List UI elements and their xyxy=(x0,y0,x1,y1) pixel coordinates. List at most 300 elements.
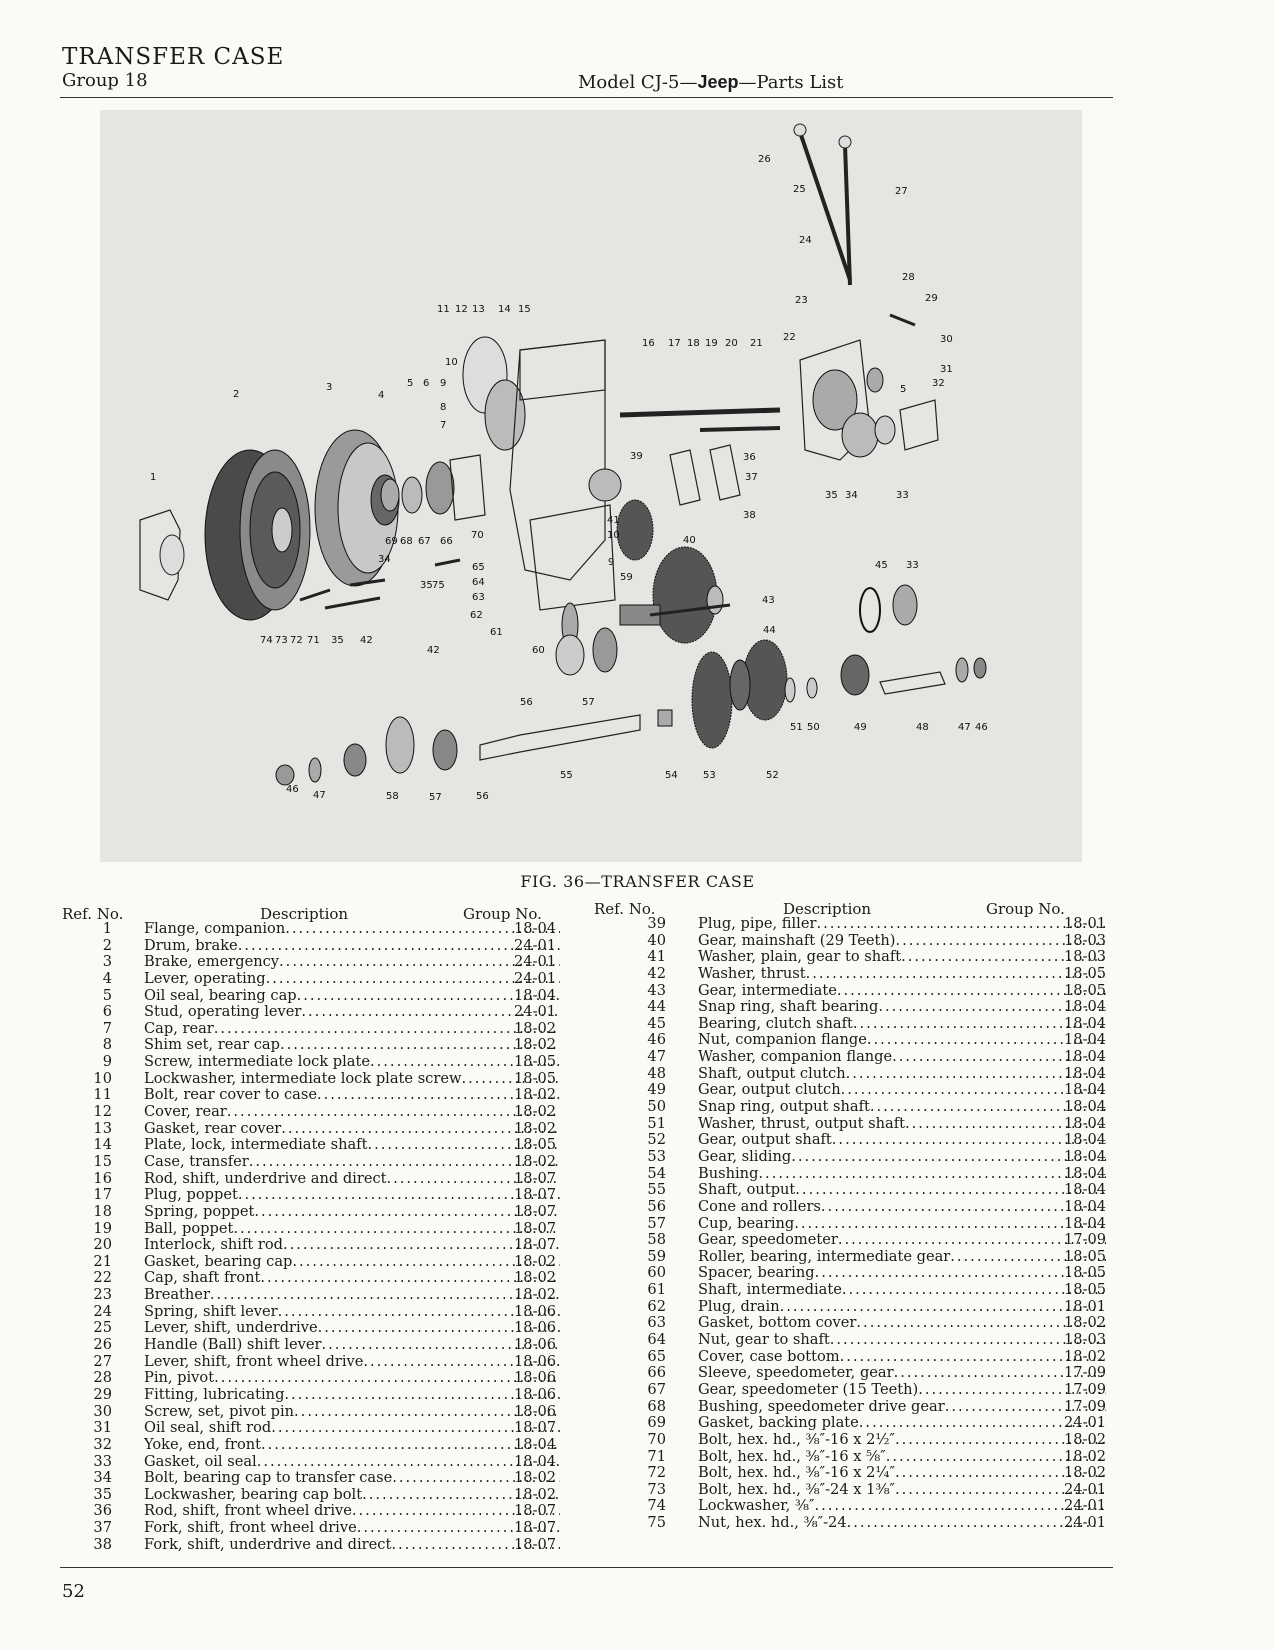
callout-label: 57 xyxy=(582,697,595,708)
callout-label: 1 xyxy=(150,472,157,483)
part-description xyxy=(698,1449,1106,1466)
table-row xyxy=(62,1503,568,1520)
header-rule xyxy=(60,97,1113,98)
part-description-text: Nut, companion flange xyxy=(698,1032,867,1049)
group-number: 18-02 xyxy=(514,1103,557,1121)
parts-table-left xyxy=(62,905,568,1553)
part-description-text: Fitting, lubricating xyxy=(144,1386,285,1403)
part-description xyxy=(698,916,1106,933)
group-number: 18-05 xyxy=(1064,964,1107,982)
ref-number: 44 xyxy=(647,998,666,1016)
callout-label: 6 xyxy=(423,378,430,389)
callout-label: 5 xyxy=(900,384,907,395)
group-number: 24-01 xyxy=(514,953,557,971)
leader-dots xyxy=(227,1104,560,1121)
table-row xyxy=(618,1082,1118,1099)
part-description xyxy=(144,1337,560,1354)
table-row xyxy=(62,1254,568,1271)
exploded-view-figure xyxy=(100,110,1082,862)
table-row xyxy=(618,1149,1118,1166)
table-row xyxy=(62,1237,568,1254)
group-number: 18-07 xyxy=(514,1419,557,1437)
callout-label: 75 xyxy=(432,580,445,591)
part-description-text: Bolt, hex. hd., ³⁄₈″-16 x 2½″ xyxy=(698,1431,896,1448)
group-number: 18-02 xyxy=(514,1086,557,1104)
table-row xyxy=(62,1287,568,1304)
table-row xyxy=(618,1332,1118,1349)
brake-drum-drawing xyxy=(205,450,310,620)
model-prefix: Model CJ-5— xyxy=(578,72,698,93)
part-description-text: Lockwasher, ³⁄₈″ xyxy=(698,1498,815,1515)
part-description-text: Nut, hex. hd., ³⁄₈″-24 xyxy=(698,1515,847,1532)
table-row xyxy=(62,1320,568,1337)
part-description xyxy=(144,1254,560,1271)
callout-label: 47 xyxy=(313,790,326,801)
part-description-text: Oil seal, bearing cap xyxy=(144,987,297,1004)
table-row xyxy=(618,1299,1118,1316)
companion-flange-drawing xyxy=(140,510,184,600)
part-description xyxy=(698,1116,1106,1133)
table-row xyxy=(62,1387,568,1404)
table-row xyxy=(618,1199,1118,1216)
callout-label: 66 xyxy=(440,536,453,547)
callout-label: 56 xyxy=(520,697,533,708)
group-number: 18-04 xyxy=(1064,1098,1107,1116)
ref-number: 3 xyxy=(102,953,112,971)
output-shaft-drawing xyxy=(480,710,672,760)
callout-label: 26 xyxy=(758,154,771,165)
table-row xyxy=(62,1537,568,1554)
callout-label: 7 xyxy=(440,420,447,431)
shift-levers-drawing xyxy=(794,124,915,325)
group-number: 18-02 xyxy=(514,1152,557,1170)
table-row xyxy=(618,1399,1118,1416)
group-number: 18-04 xyxy=(1064,1048,1107,1066)
part-description xyxy=(144,921,560,938)
callout-label: 67 xyxy=(418,536,431,547)
leader-dots xyxy=(214,1021,560,1038)
table-row xyxy=(618,966,1118,983)
part-description-text: Pin, pivot xyxy=(144,1370,215,1387)
callout-label: 53 xyxy=(703,770,716,781)
ref-number: 41 xyxy=(647,948,666,966)
front-yoke-drawing xyxy=(867,368,938,450)
group-number: 18-07 xyxy=(514,1169,557,1187)
group-number: 18-05 xyxy=(514,1069,557,1087)
part-description-text: Shim set, rear cap xyxy=(144,1037,280,1054)
callout-label: 14 xyxy=(498,304,511,315)
gears-drawing xyxy=(562,500,787,748)
callout-label: 38 xyxy=(743,510,756,521)
ref-number: 35 xyxy=(93,1485,112,1503)
part-description-text: Cover, rear xyxy=(144,1104,227,1121)
callout-label: 36 xyxy=(743,452,756,463)
part-description-text: Interlock, shift rod xyxy=(144,1237,283,1254)
part-description-text: Lever, shift, front wheel drive xyxy=(144,1353,364,1370)
part-description-text: Bearing, clutch shaft xyxy=(698,1015,853,1032)
part-description xyxy=(144,971,560,988)
part-description xyxy=(698,1482,1106,1499)
callout-label: 34 xyxy=(845,490,858,501)
callout-label: 44 xyxy=(763,625,776,636)
table-row xyxy=(618,1016,1118,1033)
callout-label: 37 xyxy=(745,472,758,483)
ref-number: 23 xyxy=(93,1286,112,1304)
part-description xyxy=(144,1237,560,1254)
ref-number: 49 xyxy=(647,1081,666,1099)
table-row xyxy=(62,1004,568,1021)
table-row xyxy=(62,1454,568,1471)
ref-number: 18 xyxy=(93,1202,112,1220)
ref-number: 71 xyxy=(647,1447,666,1465)
group-number: 18-05 xyxy=(1064,1264,1107,1282)
leader-dots xyxy=(780,1299,1106,1316)
part-description xyxy=(698,1066,1106,1083)
ref-number: 65 xyxy=(647,1347,666,1365)
part-description xyxy=(144,1121,560,1138)
group-number: 18-02 xyxy=(1064,1430,1107,1448)
group-number: 18-06 xyxy=(514,1352,557,1370)
part-description xyxy=(698,1082,1106,1099)
table-header xyxy=(594,900,1118,918)
table-row xyxy=(618,1315,1118,1332)
part-description-text: Drum, brake xyxy=(144,937,238,954)
part-description-text: Bolt, hex. hd., ³⁄₈″-16 x 2¼″ xyxy=(698,1465,896,1482)
callout-label: 51 xyxy=(790,722,803,733)
ref-number: 1 xyxy=(102,920,112,937)
leader-dots xyxy=(794,1216,1106,1233)
part-description xyxy=(698,933,1106,950)
page-title: TRANSFER CASE xyxy=(62,44,285,70)
part-description xyxy=(144,1171,560,1188)
callout-label: 62 xyxy=(470,610,483,621)
part-description xyxy=(144,1071,560,1088)
group-number: 18-01 xyxy=(1064,1297,1107,1315)
callout-label: 59 xyxy=(620,572,633,583)
callout-label: 70 xyxy=(471,530,484,541)
part-description-text: Brake, emergency xyxy=(144,954,280,971)
table-row xyxy=(618,1166,1118,1183)
callout-label: 27 xyxy=(895,186,908,197)
table-row xyxy=(618,1465,1118,1482)
group-number: 18-02 xyxy=(514,1286,557,1304)
part-description xyxy=(144,938,560,955)
ref-number: 50 xyxy=(647,1098,666,1116)
group-number: 18-06 xyxy=(514,1385,557,1403)
part-description xyxy=(144,1037,560,1054)
part-description-text: Roller, bearing, intermediate gear xyxy=(698,1248,951,1265)
part-description-text: Oil seal, shift rod xyxy=(144,1420,272,1437)
table-row xyxy=(618,1482,1118,1499)
callout-label: 42 xyxy=(360,635,373,646)
part-description-text: Fork, shift, underdrive and direct xyxy=(144,1536,392,1553)
callout-label: 3 xyxy=(326,382,333,393)
part-description xyxy=(144,1221,560,1238)
callout-label: 10 xyxy=(607,530,620,541)
part-description xyxy=(144,1520,560,1537)
callout-label: 17 xyxy=(668,338,681,349)
callout-label: 30 xyxy=(940,334,953,345)
part-description xyxy=(144,1154,560,1171)
ref-number: 29 xyxy=(93,1385,112,1403)
ref-number: 27 xyxy=(93,1352,112,1370)
part-description-text: Gear, speedometer xyxy=(698,1232,838,1249)
part-description xyxy=(144,1420,560,1437)
part-description xyxy=(144,1454,560,1471)
table-row xyxy=(62,1337,568,1354)
part-description xyxy=(698,1265,1106,1282)
part-description-text: Cover, case bottom xyxy=(698,1348,840,1365)
part-description xyxy=(144,1004,560,1021)
table-row xyxy=(62,1221,568,1238)
page-header xyxy=(62,46,284,91)
table-row xyxy=(618,1249,1118,1266)
callout-label: 23 xyxy=(795,295,808,306)
part-description xyxy=(144,1354,560,1371)
table-row xyxy=(62,921,568,938)
callout-label: 40 xyxy=(683,535,696,546)
callout-label: 50 xyxy=(807,722,820,733)
part-description xyxy=(698,949,1106,966)
ref-number: 40 xyxy=(647,931,666,949)
part-description xyxy=(144,1137,560,1154)
callout-label: 9 xyxy=(440,378,447,389)
table-row xyxy=(618,1049,1118,1066)
part-description-text: Cone and rollers xyxy=(698,1198,821,1215)
callout-label: 33 xyxy=(896,490,909,501)
part-description-text: Lever, operating xyxy=(144,970,266,987)
table-row xyxy=(62,1304,568,1321)
callout-label: 34 xyxy=(378,554,391,565)
group-number: 18-02 xyxy=(514,1485,557,1503)
group-number: 24-01 xyxy=(1064,1414,1107,1432)
group-number: 24-01 xyxy=(1064,1514,1107,1532)
table-row xyxy=(618,949,1118,966)
part-description-text: Gear, intermediate xyxy=(698,982,837,999)
leader-dots xyxy=(815,1265,1106,1282)
table-row xyxy=(62,988,568,1005)
part-description xyxy=(698,1365,1106,1382)
group-number: 18-05 xyxy=(1064,981,1107,999)
group-number: 18-02 xyxy=(514,1252,557,1270)
callout-label: 28 xyxy=(902,272,915,283)
callout-label: 55 xyxy=(560,770,573,781)
ref-number: 53 xyxy=(647,1147,666,1165)
footer-rule xyxy=(60,1567,1113,1568)
part-description xyxy=(144,1087,560,1104)
callout-label: 25 xyxy=(793,184,806,195)
group-number: 18-04 xyxy=(1064,1197,1107,1215)
ref-number: 45 xyxy=(647,1014,666,1032)
part-description-text: Bolt, rear cover to case xyxy=(144,1087,317,1104)
ref-number: 46 xyxy=(647,1031,666,1049)
group-number: 18-03 xyxy=(1064,1331,1107,1349)
part-description xyxy=(144,1370,560,1387)
part-description xyxy=(698,1132,1106,1149)
callout-label: 2 xyxy=(233,389,240,400)
part-description-text: Gear, output clutch xyxy=(698,1082,841,1099)
part-description xyxy=(698,1465,1106,1482)
ref-number: 16 xyxy=(93,1169,112,1187)
callout-label: 16 xyxy=(642,338,655,349)
part-description-text: Spring, shift lever xyxy=(144,1303,278,1320)
ref-number: 75 xyxy=(647,1514,666,1532)
part-description-text: Gasket, rear cover xyxy=(144,1120,282,1137)
group-number: 18-04 xyxy=(1064,1014,1107,1032)
ref-number: 13 xyxy=(93,1119,112,1137)
figure-caption: FIG. 36—TRANSFER CASE xyxy=(520,872,755,891)
part-description xyxy=(698,1498,1106,1515)
part-description xyxy=(698,966,1106,983)
callout-label: 39 xyxy=(630,451,643,462)
group-number: 18-07 xyxy=(514,1502,557,1520)
group-number: 18-03 xyxy=(1064,931,1107,949)
part-description xyxy=(698,1432,1106,1449)
ref-number: 14 xyxy=(93,1136,112,1154)
part-description-text: Screw, set, pivot pin xyxy=(144,1403,295,1420)
table-row xyxy=(618,1232,1118,1249)
ref-number: 58 xyxy=(647,1231,666,1249)
exploded-view-drawing xyxy=(100,110,1082,862)
part-description-text: Gear, output shaft xyxy=(698,1132,832,1149)
leader-dots xyxy=(795,1182,1106,1199)
callout-label: 35 xyxy=(420,580,433,591)
table-row xyxy=(62,1071,568,1088)
callout-label: 20 xyxy=(725,338,738,349)
table-row xyxy=(618,933,1118,950)
group-no-header: Group No. xyxy=(463,905,542,923)
group-number: 18-02 xyxy=(514,1036,557,1054)
part-description-text: Gasket, oil seal xyxy=(144,1453,257,1470)
group-number: 18-04 xyxy=(514,986,557,1004)
group-number: 24-01 xyxy=(1064,1497,1107,1515)
callout-label: 35 xyxy=(825,490,838,501)
part-description xyxy=(144,1287,560,1304)
group-number: 18-02 xyxy=(514,1019,557,1037)
part-description-text: Lockwasher, bearing cap bolt xyxy=(144,1486,363,1503)
description-header: Description xyxy=(260,905,349,923)
part-description xyxy=(698,1282,1106,1299)
part-description xyxy=(698,1149,1106,1166)
part-description-text: Snap ring, shaft bearing xyxy=(698,999,879,1016)
ref-number: 70 xyxy=(647,1430,666,1448)
ref-no-header: Ref. No. xyxy=(62,905,124,923)
ref-number: 74 xyxy=(647,1497,666,1515)
table-row xyxy=(618,1265,1118,1282)
part-description-text: Cup, bearing xyxy=(698,1215,795,1232)
part-description xyxy=(698,1332,1106,1349)
shift-forks-drawing xyxy=(670,445,740,505)
part-description-text: Fork, shift, front wheel drive xyxy=(144,1520,357,1537)
ref-number: 17 xyxy=(93,1186,112,1204)
part-description xyxy=(698,1182,1106,1199)
callout-label: 73 xyxy=(275,635,288,646)
ref-number: 36 xyxy=(93,1502,112,1520)
part-description xyxy=(144,988,560,1005)
part-description-text: Shaft, output clutch xyxy=(698,1065,846,1082)
ref-number: 43 xyxy=(647,981,666,999)
group-number: 18-04 xyxy=(514,1435,557,1453)
part-description-text: Gasket, backing plate xyxy=(698,1415,859,1432)
ref-number: 62 xyxy=(647,1297,666,1315)
table-row xyxy=(62,1104,568,1121)
part-description xyxy=(144,1320,560,1337)
table-row xyxy=(618,1498,1118,1515)
ref-number: 52 xyxy=(647,1131,666,1149)
ref-number: 37 xyxy=(93,1519,112,1537)
callout-label: 24 xyxy=(799,235,812,246)
ref-number: 22 xyxy=(93,1269,112,1287)
table-row xyxy=(618,1032,1118,1049)
part-description-text: Screw, intermediate lock plate xyxy=(144,1054,371,1071)
clutch-bearing-drawing xyxy=(860,585,917,632)
part-description xyxy=(144,1437,560,1454)
table-row xyxy=(618,1449,1118,1466)
part-description-text: Washer, companion flange xyxy=(698,1049,893,1066)
callout-label: 22 xyxy=(783,332,796,343)
callout-label: 60 xyxy=(532,645,545,656)
table-row xyxy=(62,1204,568,1221)
group-number: 17-09 xyxy=(1064,1364,1107,1382)
ref-number: 4 xyxy=(102,969,112,987)
table-row xyxy=(618,1066,1118,1083)
part-description-text: Gear, sliding xyxy=(698,1148,792,1165)
group-no-header: Group No. xyxy=(986,900,1065,918)
ref-number: 26 xyxy=(93,1336,112,1354)
table-row xyxy=(618,1515,1118,1532)
group-number: 18-02 xyxy=(1064,1314,1107,1332)
table-row xyxy=(62,1037,568,1054)
part-description-text: Bolt, hex. hd., ³⁄₈″-16 x ⅝″ xyxy=(698,1448,886,1465)
group-number: 18-04 xyxy=(1064,1214,1107,1232)
table-row xyxy=(618,1182,1118,1199)
table-row xyxy=(618,1132,1118,1149)
ref-number: 69 xyxy=(647,1414,666,1432)
callout-label: 63 xyxy=(472,592,485,603)
ref-number: 33 xyxy=(93,1452,112,1470)
part-description xyxy=(698,983,1106,1000)
callout-label: 71 xyxy=(307,635,320,646)
table-row xyxy=(62,1087,568,1104)
callout-label: 15 xyxy=(518,304,531,315)
table-row xyxy=(618,1116,1118,1133)
table-row xyxy=(62,938,568,955)
group-number: 18-04 xyxy=(1064,1131,1107,1149)
group-number: 18-03 xyxy=(1064,948,1107,966)
part-description-text: Washer, thrust, output shaft xyxy=(698,1115,906,1132)
model-heading xyxy=(578,72,844,93)
table-row xyxy=(62,954,568,971)
callout-label: 19 xyxy=(705,338,718,349)
ref-number: 28 xyxy=(93,1369,112,1387)
part-description-text: Plug, drain xyxy=(698,1298,780,1315)
callout-label: 68 xyxy=(400,536,413,547)
table-row xyxy=(62,1404,568,1421)
table-row xyxy=(618,1415,1118,1432)
ref-number: 21 xyxy=(93,1252,112,1270)
table-row xyxy=(618,1349,1118,1366)
part-description xyxy=(698,1032,1106,1049)
output-clutch-drawing xyxy=(785,655,986,702)
part-description-text: Snap ring, output shaft xyxy=(698,1099,870,1116)
ref-number: 68 xyxy=(647,1397,666,1415)
callout-label: 13 xyxy=(472,304,485,315)
callout-label: 41 xyxy=(607,515,620,526)
part-description-text: Gasket, bearing cap xyxy=(144,1253,293,1270)
callout-label: 35 xyxy=(331,635,344,646)
table-row xyxy=(62,1054,568,1071)
ref-number: 8 xyxy=(102,1036,112,1054)
